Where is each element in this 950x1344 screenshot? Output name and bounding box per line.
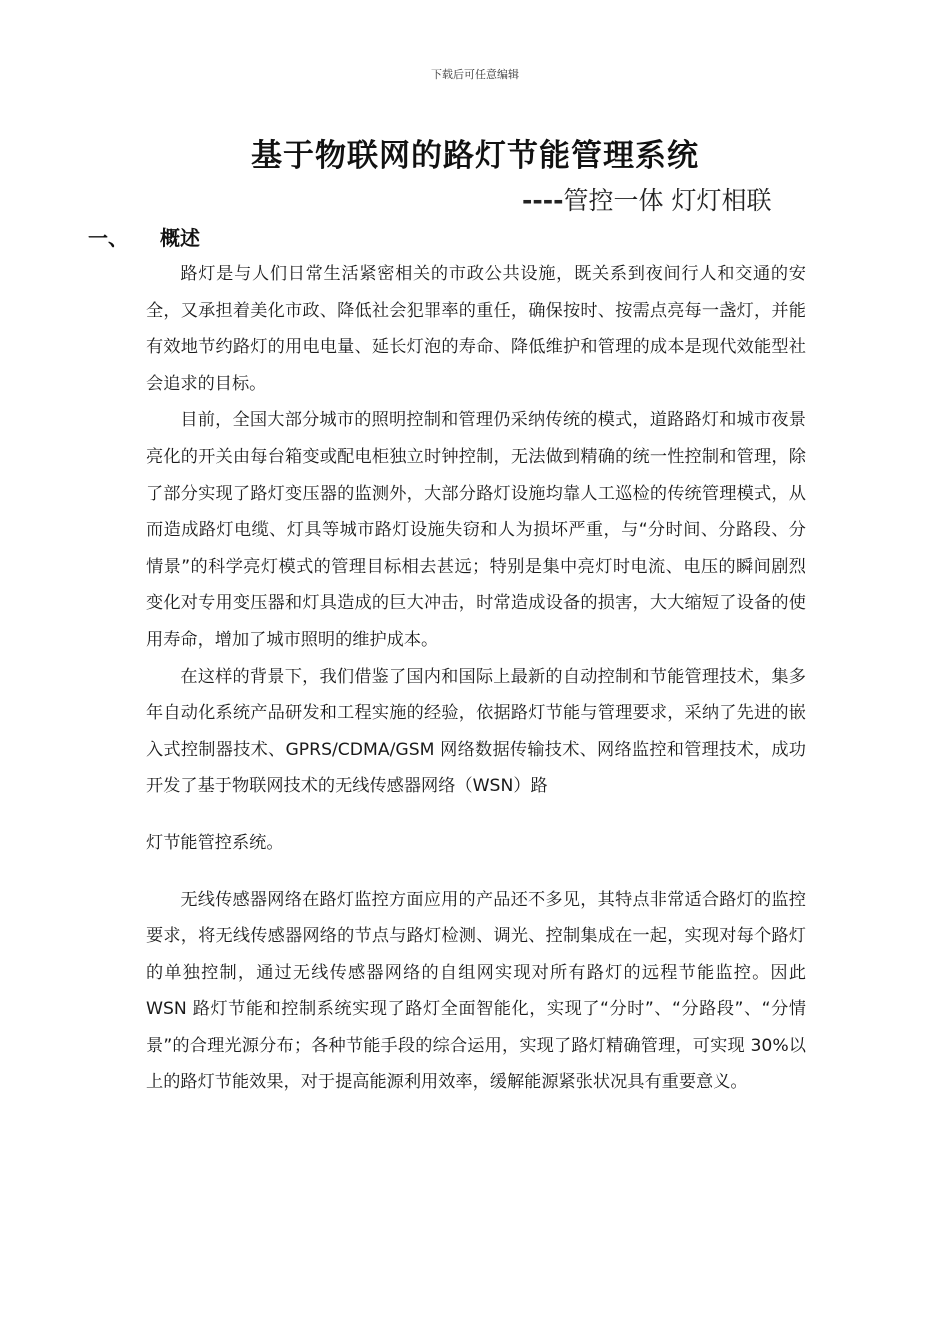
document-title: 基于物联网的路灯节能管理系统	[251, 138, 699, 174]
paragraph: 在这样的背景下，我们借鉴了国内和国际上最新的自动控制和节能管理技术，集多年自动化系统产品研发和工程实施的经验，依据路灯节能与管理要求，采纳了先进的嵌入式控制器技术、GPRS/CDMA/GSM 网络数据传输技术、网络监控和管理技术，成功开发了基于物联网技术的无线传感器网络（WSN）路	[146, 666, 806, 797]
section-title: 概述	[160, 226, 200, 250]
section-heading	[88, 222, 200, 251]
paragraph: 目前，全国大部分城市的照明控制和管理仍采纳传统的模式，道路路灯和城市夜景亮化的开关由每台箱变或配电柜独立时钟控制，无法做到精确的统一性控制和管理，除了部分实现了路灯变压器的监测外，大部分路灯设施均靠人工巡检的传统管理模式，从而造成路灯电缆、灯具等城市路灯设施失窃和人为损坏严重，与“分时间、分路段、分情景”的科学亮灯模式的管理目标相去甚远；特别是集中亮灯时电流、电压的瞬间剧烈变化对专用变压器和灯具造成的巨大冲击，时常造成设备的损害，大大缩短了设备的使用寿命，增加了城市照明的维护成本。	[146, 410, 806, 650]
header-note: 下载后可任意编辑	[431, 68, 519, 81]
document-body	[146, 256, 806, 1101]
paragraph-continuation: 灯节能管控系统。	[146, 832, 284, 853]
document-subtitle	[522, 181, 771, 217]
paragraph: 无线传感器网络在路灯监控方面应用的产品还不多见，其特点非常适合路灯的监控要求，将无线传感器网络的节点与路灯检测、调光、控制集成在一起，实现对每个路灯的单独控制，通过无线传感器网络的自组网实现对所有路灯的远程节能监控。因此 WSN 路灯节能和控制系统实现了路灯全面智能化，实现了“分时”、“分路段”、“分情景”的合理光源分布；各种节能手段的综合运用，实现了路灯精确管理，可实现 30%以上的路灯节能效果，对于提高能源利用效率，缓解能源紧张状况具有重要意义。	[146, 889, 806, 1093]
subtitle-text: 管控一体 灯灯相联	[563, 186, 772, 215]
paragraph: 路灯是与人们日常生活紧密相关的市政公共设施，既关系到夜间行人和交通的安全，又承担着美化市政、降低社会犯罪率的重任，确保按时、按需点亮每一盏灯，并能有效地节约路灯的用电电量、延长灯泡的寿命、降低维护和管理的成本是现代效能型社会追求的目标。	[146, 264, 806, 394]
section-number: 一、	[88, 226, 128, 250]
subtitle-dashes: ----	[522, 186, 564, 215]
